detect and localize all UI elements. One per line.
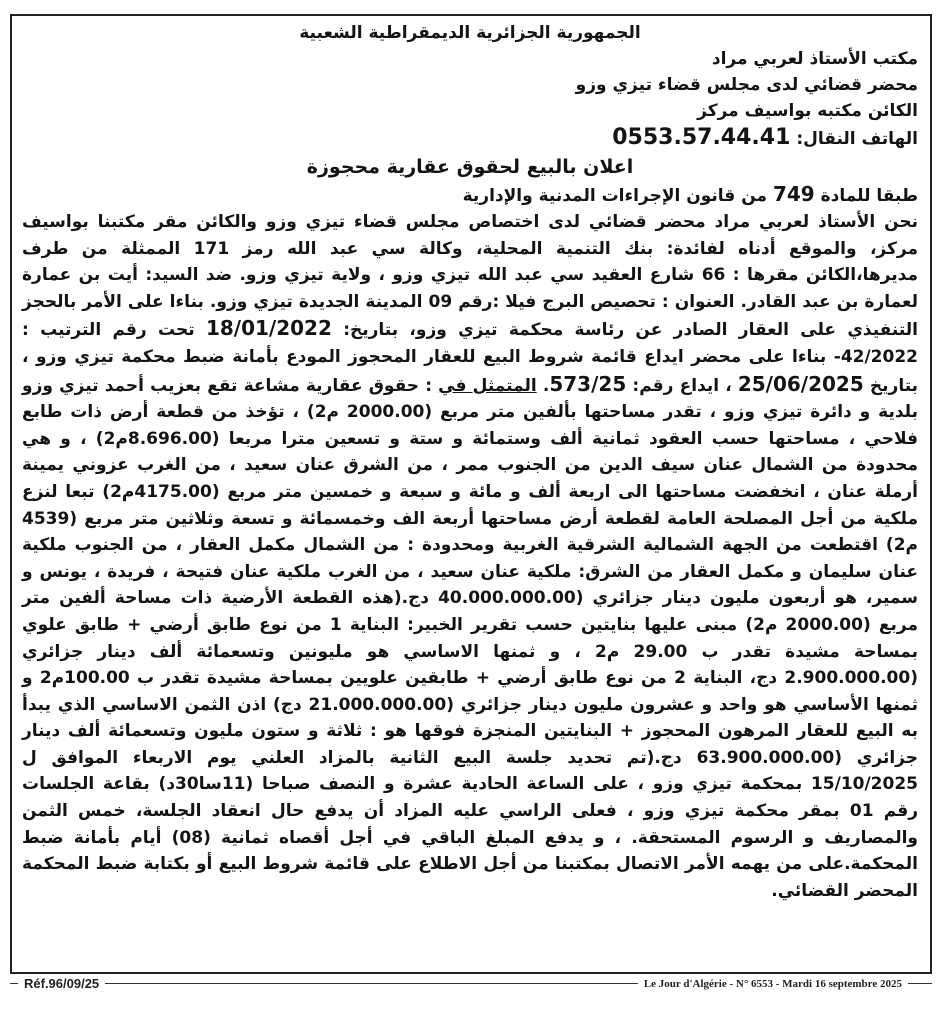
deposit-number: 573/25 bbox=[549, 371, 627, 396]
deposit-number-label: ، ايداع رقم: bbox=[632, 375, 732, 396]
order-reference: تحت رقم الترتيب : 42/2022- بناءا على محضر ايداع قائمة شروط البيع للعقار المحجوز المودع بأمانة ضبط محكمة تيزي وزو ، بتاريخ bbox=[22, 320, 919, 396]
office-address: الكائن مكتبه بواسيف مركز bbox=[697, 101, 918, 121]
legal-basis-post: من قانون الإجراءات المدنية والإدارية bbox=[462, 186, 768, 206]
consisting-label: المتمثل في bbox=[438, 375, 537, 396]
page-footer bbox=[10, 974, 932, 994]
article-number: 749 bbox=[772, 182, 815, 206]
property-description: : حقوق عقارية مشاعة تقع بعزيب أحمد تيزي وزو بلدية و دائرة تيزي وزو ، تقدر مساحتها بألفين متر مربع (2000.00 م2) ، تؤخذ من قطعة أرض ذات طابع فلاحي ، مساحتها حسب العقود ثمانية ألف وستمائة و ستة و تسعين مترا مربعا (8.696.00م2) ، و هي محدودة من الشمال عنان سيف الدين من الجنوب ممر ، من الشرق عنان سعيد ، من الغرب عزوني يمينة أرملة عنان ، انخفضت مساحتها الى اربعة ألف و مائة و سبعة و خمسين متر مربع (4175.00م2) تبعا لنزع ملكية من أجل المصلحة العامة لقطعة أرض مساحتها أربعة الف وخمسمائة و تسعة وثلاثين متر مربع (4539 م2) اقتطعت من الجهة الشمالية الشرقية الغربية ومحدودة : من الشمال مكمل العقار ، من الجنوب ملكية عنان سليمان و مكمل العقار من الشرق: ملكية عنان سعيد ، من الغرب ملكية عنان فتيحة ، فريدة ، يونس و سمير، هو أربعون مليون دينار جزائري (40.000.000.00 دج.(هذه القطعة الأرضية ذات مساحة ألفين متر مربع (2000.00 م2) مبنى عليها بنايتين حسب تقرير الخبير: bbox=[22, 375, 919, 635]
buildings-description: البناية 1 من نوع طابق أرضي + طابق علوي بمساحة مشيدة تقدر ب 29.00 م2 ، و ثمنها الاساسي هو مليونين وتسعمائة ألف دينار جزائري (2.900.000.00 دج، البناية 2 من نوع طابق أرضي + طابقين علويين بمساحة مشيدة تقدر ب 100.00م2 و ثمنها الأساسي هو واحد و عشرون مليون دينار جزائري (21.000.000.00 دج) bbox=[22, 614, 919, 715]
base-price-and-auction: اذن الثمن الاساسي الذي يبدأ به البيع للعقار المرهون المحجوز + البنايتين المنجزة فوقها هو : ثلاثة و ستون مليون وتسعمائة ألف دينار جزائري (63.900.000.00 دج.(تم تحديد جلسة البيع الثانية بالمزاد العلني يوم الاربعاء الموافق ل 15/10/2025 بمحكمة تيزي وزو ، على الساعة الحادية عشرة و النصف صباحا (11سا30د) بقاعة الجلسات رقم 01 بمقر محكمة تيزي وزو ، فعلى الراسي عليه المزاد أن يدفع حال انعقاد الجلسة، خمس الثمن والمصاريف bbox=[22, 694, 918, 848]
deposit-date: 25/06/2025 bbox=[737, 371, 864, 396]
phone-label: الهاتف النقال: bbox=[796, 129, 918, 149]
order-date: 18/01/2022 bbox=[205, 316, 332, 341]
notice-reference: Réf.96/09/25 bbox=[18, 974, 105, 994]
notice-intro: نحن الأستاذ لعربي مراد محضر قضائي لدى اختصاص مجلس قضاء تيزي وزو والكائن مقر مكتبنا بواسيف مركز، والموقع أدناه لفائدة: بنك التنمية المحلية، وكالة سي عبد الله رمز 171 الممثلة من طرف مديرها،الكائن مقرها : 66 شارع العقيد سي عبد الله تيزي وزو ، ولاية تيزي وزو. ضد السيد: أيت بن عمارة لعمارة بن عبد القادر. العنوان : تحصيص البرج فيلا :رقم 09 المدينة الجديدة تيزي وزو. بناءا على الأمر بالحجز التنفيذي على العقار الصادر عن رئاسة محكمة تيزي وزو، بتاريخ: bbox=[22, 212, 919, 341]
office-phone bbox=[22, 124, 918, 153]
legal-notice bbox=[22, 20, 918, 904]
legal-basis bbox=[22, 181, 918, 209]
republic-header: الجمهورية الجزائرية الديمقراطية الشعبية bbox=[299, 23, 641, 43]
office-role: محضر قضائي لدى مجلس قضاء تيزي وزو bbox=[575, 75, 918, 95]
legal-basis-pre: طبقا للمادة bbox=[820, 186, 918, 206]
notice-title: اعلان بالبيع لحقوق عقارية محجوزة bbox=[306, 156, 634, 178]
fees-and-contact: و الرسوم المستحقة. ، و يدفع المبلغ الباقي في أجل أقصاه ثمانية (08) أيام بأمانة ضبط المحكمة.على من يهمه الأمر الاتصال بمكتبنا من أجل الاطلاع على قائمة شروط البيع أو بكتابة ضبط المحكمة المحضر القضائي. bbox=[22, 827, 918, 901]
notice-body: نحن الأستاذ لعربي مراد محضر قضائي لدى اختصاص مجلس قضاء تيزي وزو والكائن مقر مكتبنا بواسيف مركز، والموقع أدناه لفائدة: بنك التنمية المحلية، وكالة سي عبد الله رمز 171 الممثلة من طرف مديرها،الكائن مقرها : 66 شارع العقيد سي عبد الله تيزي وزو ، ولاية تيزي وزو. ضد السيد: أيت بن عمارة لعمارة بن عبد القادر. العنوان : تحصيص البرج فيلا :رقم 09 المدينة الجديدة تيزي وزو. بناءا على الأمر بالحجز التنفيذي على العقار الصادر عن رئاسة محكمة تيزي وزو، بتاريخ: 18/01/2022 تحت رقم الترتيب : 42/2022- بناءا على محضر ايداع قائمة شروط البيع للعقار المحجوز المودع بأمانة ضبط محكمة تيزي وزو ، بتاريخ 25/06/2025 ، ايداع رقم: 573/25. المتمثل في : حقوق عقارية مشاعة تقع بعزيب أحمد تيزي وزو بلدية و دائرة تيزي وزو ، تقدر مساحتها بألفين متر مربع (2000.00 م2) ، تؤخذ من قطعة أرض ذات طابع فلاحي ، مساحتها حسب العقود ثمانية ألف وستمائة و ستة و تسعين مترا مربعا (8.696.00م2) ، و هي محدودة من الشمال عنان سيف الدين من الجنوب ممر ، من الشرق عنان سعيد ، من الغرب عزوني يمينة أرملة عنان ، انخفضت مساحتها الى اربعة ألف و مائة و سبعة و خمسين متر مربع (4175.00م2) تبعا لنزع ملكية من أجل المصلحة العامة لقطعة أرض مساحتها أربعة الف وخمسمائة و تسعة وثلاثين متر مربع (4539 م2) اقتطعت من الجهة الشمالية الشرقية الغربية ومحدودة : من الشمال مكمل العقار ، من الجنوب ملكية عنان سليمان و مكمل العقار من الشرق: ملكية عنان سعيد ، من الغرب ملكية عنان فتيحة ، فريدة ، يونس و سمير، هو أربعون مليون دينار جزائري (40.000.000.00 دج.(هذه القطعة الأرضية ذات مساحة ألفين متر مربع (2000.00 م2) مبنى عليها بنايتين حسب تقرير الخبير: البناية 1 من نوع طابق أرضي + طابق علوي بمساحة مشيدة تقدر ب 29.00 م2 ، و ثمنها الاساسي هو مليونين وتسعمائة ألف دينار جزائري (2.900.000.00 دج، البناية 2 من نوع طابق أرضي + طابقين علويين بمساحة مشيدة تقدر ب 100.00م2 و ثمنها الأساسي هو واحد و عشرون مليون دينار جزائري (21.000.000.00 دج) اذن الثمن الاساسي الذي يبدأ به البيع للعقار المرهون المحجوز + البنايتين المنجزة فوقها هو : ثلاثة و ستون مليون وتسعمائة ألف دينار جزائري (63.900.000.00 دج.(تم تحديد جلسة البيع الثانية بالمزاد العلني يوم الاربعاء الموافق ل 15/10/2025 بمحكمة تيزي وزو ، على الساعة الحادية عشرة و النصف صباحا (11سا30د) بقاعة الجلسات رقم 01 بمقر محكمة تيزي وزو ، فعلى الراسي عليه المزاد أن يدفع حال انعقاد الجلسة، خمس الثمن والمصاريف و الرسوم المستحقة. ، و يدفع المبلغ الباقي في أجل أقصاه ثمانية (08) أيام بأمانة ضبط المحكمة.على من يهمه الأمر الاتصال بمكتبنا من أجل الاطلاع على قائمة شروط البيع أو بكتابة ضبط المحكمة المحضر القضائي. bbox=[22, 212, 919, 901]
office-name: مكتب الأستاذ لعربي مراد bbox=[711, 49, 918, 69]
phone-number: 0553.57.44.41 bbox=[612, 125, 791, 150]
publication-info: Le Jour d'Algérie - N° 6553 - Mardi 16 septembre 2025 bbox=[638, 974, 908, 994]
